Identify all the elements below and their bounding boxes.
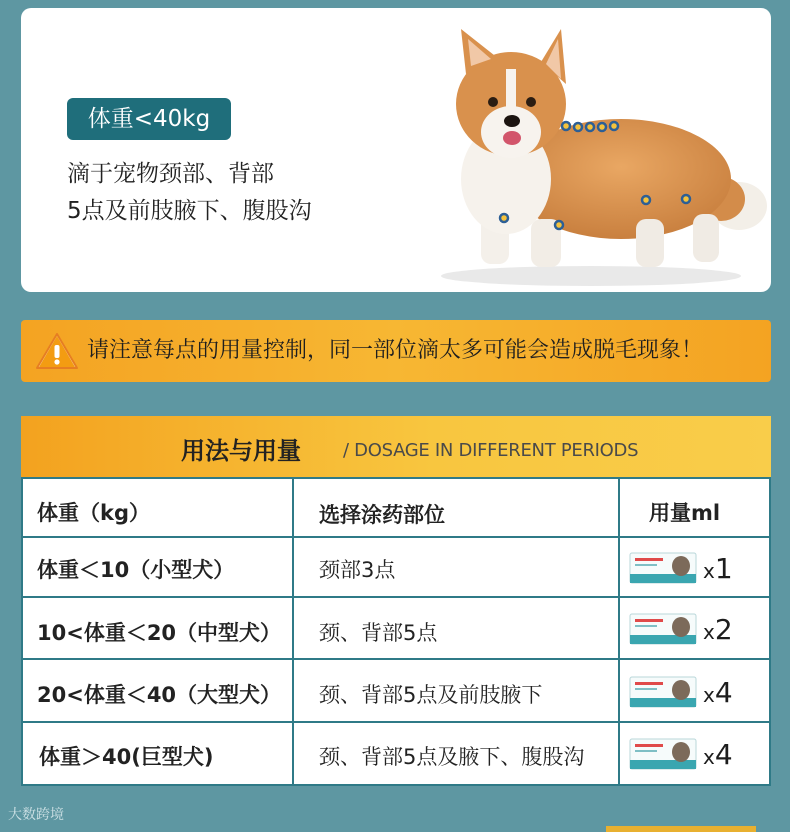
product-package-icon xyxy=(629,611,697,647)
cell-site: 颈、背部5点及前肢腋下 xyxy=(319,683,543,707)
table-row xyxy=(21,721,771,786)
dosage-table xyxy=(21,416,771,784)
qty-prefix: x xyxy=(703,620,715,644)
warning-text: 请注意每点的用量控制，同一部位滴太多可能会造成脱毛现象！ xyxy=(87,338,704,363)
table-row xyxy=(21,536,771,598)
desc-line-1: 滴于宠物颈部、背部 xyxy=(67,161,274,187)
qty-prefix: x xyxy=(703,559,715,583)
cell-weight: 10<体重＜20（中型犬） xyxy=(37,621,282,645)
table-title: 用法与用量 xyxy=(181,437,301,465)
dosage-qty xyxy=(703,552,733,585)
table-subtitle: / DOSAGE IN DIFFERENT PERIODS xyxy=(343,440,639,461)
table-grid xyxy=(21,477,771,784)
table-row xyxy=(21,658,771,723)
qty-value: 2 xyxy=(714,613,733,646)
cell-site: 颈、背部5点及腋下、腹股沟 xyxy=(319,745,585,769)
dosage-qty xyxy=(703,738,733,771)
dosage-qty xyxy=(703,676,733,709)
corgi-dog-image xyxy=(421,14,771,292)
cell-weight: 体重＞40(巨型犬) xyxy=(39,745,214,769)
header-site: 选择涂药部位 xyxy=(319,503,445,527)
cell-weight: 20<体重＜40（大型犬） xyxy=(37,683,282,707)
product-package-icon xyxy=(629,674,697,710)
qty-value: 4 xyxy=(714,738,733,771)
product-package-icon xyxy=(629,550,697,586)
bottom-accent-bar xyxy=(606,826,756,832)
qty-prefix: x xyxy=(703,683,715,707)
cell-site: 颈、背部5点 xyxy=(319,621,438,645)
header-dosage: 用量ml xyxy=(649,501,721,525)
table-header-bar xyxy=(21,416,771,477)
cell-site: 颈部3点 xyxy=(319,558,396,582)
qty-value: 4 xyxy=(714,676,733,709)
product-package-icon xyxy=(629,736,697,772)
warning-banner xyxy=(21,320,771,382)
table-header-row xyxy=(21,477,771,538)
desc-line-2: 5点及前肢腋下、腹股沟 xyxy=(67,198,312,224)
application-description xyxy=(67,156,387,230)
qty-prefix: x xyxy=(703,745,715,769)
table-row xyxy=(21,596,771,660)
warning-triangle-icon xyxy=(35,332,79,370)
dosage-qty xyxy=(703,613,733,646)
weight-badge: 体重<40kg xyxy=(67,98,231,140)
qty-value: 1 xyxy=(714,552,733,585)
header-weight: 体重（kg） xyxy=(37,501,150,525)
watermark-text: 大数跨境 xyxy=(8,807,64,823)
dosage-info-card xyxy=(21,8,771,292)
cell-weight: 体重＜10（小型犬） xyxy=(37,558,235,582)
